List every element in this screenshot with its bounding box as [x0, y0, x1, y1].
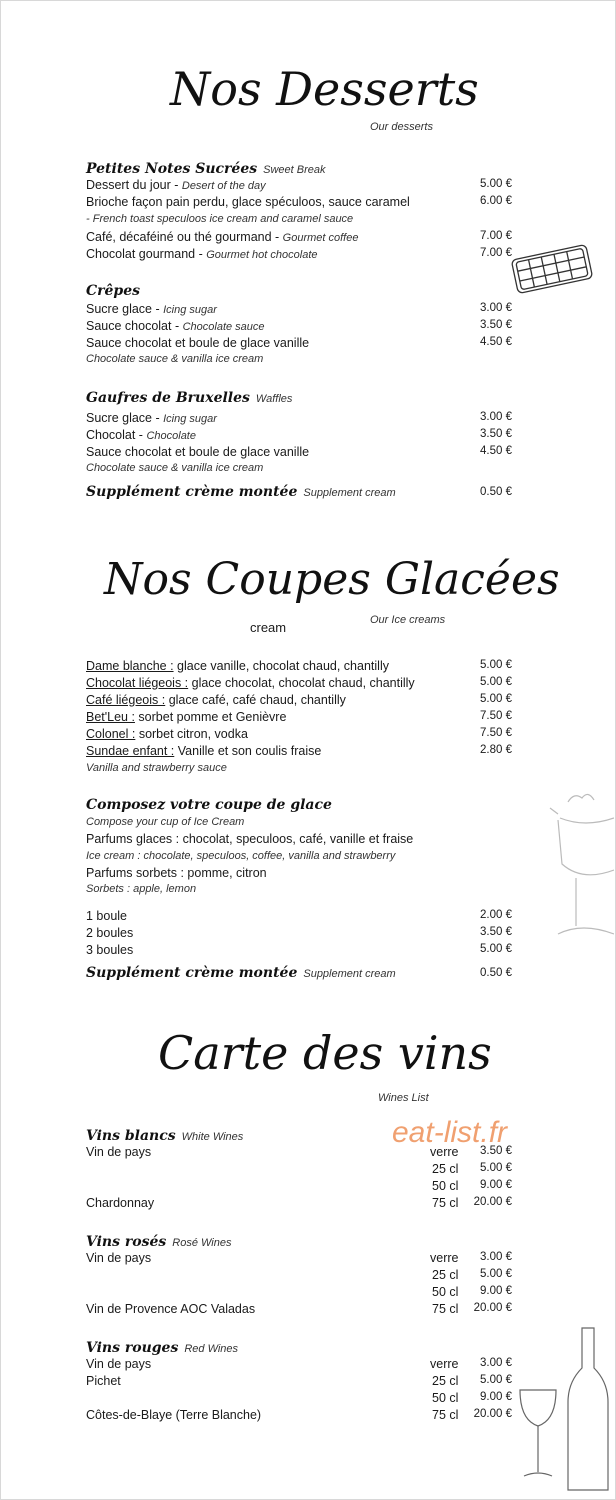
waffles-heading-en: Waffles [255, 393, 293, 405]
coupe-name: Sundae enfant : [86, 744, 175, 758]
item-en: Chocolate [146, 430, 196, 442]
wine-name: Vin de pays [86, 1251, 152, 1265]
menu-item [86, 428, 196, 442]
waffle-icon [506, 238, 598, 300]
supplement-row [86, 483, 396, 501]
item-price: 5.00 € [480, 676, 512, 688]
item-price: 7.00 € [480, 230, 512, 242]
item-price: 5.00 € [480, 178, 512, 190]
item-price: 5.00 € [480, 659, 512, 671]
item-en: Chocolate sauce [182, 321, 265, 333]
item-price: 7.00 € [480, 247, 512, 259]
item-en: Chocolate sauce & vanilla ice cream [86, 353, 264, 365]
item-price: 3.50 € [480, 428, 512, 440]
sweet-heading-en: Sweet Break [263, 164, 326, 176]
item-price: 2.80 € [480, 744, 512, 756]
white-heading [86, 1127, 243, 1145]
wine-name: Vin de Provence AOC Valadas [86, 1302, 256, 1316]
item-price: 5.00 € [480, 693, 512, 705]
menu-item [86, 178, 266, 192]
sweet-heading-label: Petites Notes Sucrées [86, 161, 258, 177]
item-price: 3.50 € [480, 319, 512, 331]
wine-size: 50 cl [432, 1285, 459, 1299]
item-price: 7.50 € [480, 710, 512, 722]
item-name: Chocolat gourmand - [86, 247, 207, 261]
red-heading-label: Vins rouges [86, 1340, 179, 1356]
red-heading [86, 1339, 238, 1357]
coupe-desc: sorbet citron, vodka [135, 727, 248, 741]
coupe-desc: glace chocolat, chocolat chaud, chantilly [188, 676, 415, 690]
wine-size: 25 cl [432, 1374, 459, 1388]
crepes-heading: Crêpes [86, 283, 141, 299]
item-price: 9.00 € [480, 1285, 512, 1297]
supplement-en: Supplement cream [303, 487, 396, 499]
menu-item [86, 693, 346, 707]
wine-size: 50 cl [432, 1179, 459, 1193]
item-price: 0.50 € [480, 967, 512, 979]
white-heading-en: White Wines [181, 1131, 244, 1143]
menu-item [86, 710, 286, 724]
coupe-name: Colonel : [86, 727, 136, 741]
item-price: 20.00 € [473, 1408, 512, 1420]
waffles-heading-label: Gaufres de Bruxelles [86, 390, 250, 406]
rose-heading-label: Vins rosés [86, 1234, 167, 1250]
scoop-row: 3 boules [86, 943, 134, 957]
compose-sorbets-en: Sorbets : apple, lemon [86, 883, 197, 895]
sundae-glass-icon [540, 778, 614, 954]
item-name: Chocolat - [86, 428, 147, 442]
item-price: 4.50 € [480, 336, 512, 348]
menu-item: Sauce chocolat et boule de glace vanille [86, 445, 310, 459]
white-heading-label: Vins blancs [86, 1128, 176, 1144]
item-price: 20.00 € [473, 1196, 512, 1208]
item-price: 3.50 € [480, 1145, 512, 1157]
item-en: Vanilla and strawberry sauce [86, 762, 227, 774]
menu-item [86, 247, 318, 261]
wine-name: Vin de pays [86, 1145, 152, 1159]
scoop-row: 1 boule [86, 909, 128, 923]
wine-name: Côtes-de-Blaye (Terre Blanche) [86, 1408, 262, 1422]
coupe-desc: glace café, café chaud, chantilly [165, 693, 346, 707]
icecream-title: Nos Coupes Glacées [104, 554, 560, 605]
wine-size: 75 cl [432, 1408, 459, 1422]
supplement-label: Supplément crème montée [86, 965, 298, 981]
item-name: Dessert du jour - [86, 178, 182, 192]
waffles-heading [86, 389, 292, 407]
item-price: 9.00 € [480, 1391, 512, 1403]
item-price: 7.50 € [480, 727, 512, 739]
item-name: Sucre glace - [86, 302, 164, 316]
supplement-row [86, 964, 396, 982]
wine-name: Vin de pays [86, 1357, 152, 1371]
compose-sorbets: Parfums sorbets : pomme, citron [86, 866, 267, 880]
item-en: Gourmet hot chocolate [206, 249, 318, 261]
menu-item [86, 659, 389, 673]
item-price: 5.00 € [480, 1374, 512, 1386]
item-price: 3.50 € [480, 926, 512, 938]
coupe-name: Dame blanche : [86, 659, 174, 673]
item-price: 3.00 € [480, 1357, 512, 1369]
item-en: Gourmet coffee [282, 232, 359, 244]
item-price: 20.00 € [473, 1302, 512, 1314]
coupe-desc: sorbet pomme et Genièvre [134, 710, 287, 724]
supplement-en: Supplement cream [303, 968, 396, 980]
menu-item [86, 727, 248, 741]
item-price: 9.00 € [480, 1179, 512, 1191]
item-en: Chocolate sauce & vanilla ice cream [86, 462, 264, 474]
item-price: 0.50 € [480, 486, 512, 498]
item-price: 5.00 € [480, 1162, 512, 1174]
menu-item: Sauce chocolat et boule de glace vanille [86, 336, 310, 350]
sweet-heading [86, 160, 326, 178]
compose-flavours-en: Ice cream : chocolate, speculoos, coffee, vanilla and strawberry [86, 850, 396, 862]
item-name: Sucre glace - [86, 411, 164, 425]
item-price: 3.00 € [480, 302, 512, 314]
coupe-name: Chocolat liégeois : [86, 676, 189, 690]
item-price: 5.00 € [480, 1268, 512, 1280]
wine-size: 50 cl [432, 1391, 459, 1405]
menu-item [86, 230, 358, 244]
item-en: Icing sugar [163, 304, 217, 316]
wines-subtitle: Wines List [378, 1092, 429, 1104]
item-name: Café, décaféiné ou thé gourmand - [86, 230, 283, 244]
rose-heading [86, 1233, 231, 1251]
scoop-row: 2 boules [86, 926, 134, 940]
item-en: Icing sugar [163, 413, 217, 425]
coupe-name: Bet'Leu : [86, 710, 135, 724]
wines-title: Carte des vins [158, 1026, 492, 1080]
menu-item [86, 411, 217, 425]
menu-item: Brioche façon pain perdu, glace spéculoos, sauce caramel [86, 195, 410, 209]
icecream-subtitle-2: cream [250, 620, 287, 635]
coupe-desc: glace vanille, chocolat chaud, chantilly [173, 659, 389, 673]
item-price: 3.00 € [480, 411, 512, 423]
coupe-desc: Vanille et son coulis fraise [174, 744, 322, 758]
wine-size: 25 cl [432, 1268, 459, 1282]
menu-item [86, 302, 217, 316]
item-price: 2.00 € [480, 909, 512, 921]
watermark: eat-list.fr [392, 1116, 508, 1149]
rose-heading-en: Rosé Wines [172, 1237, 232, 1249]
item-en: Desert of the day [181, 180, 266, 192]
compose-en: Compose your cup of Ice Cream [86, 816, 245, 828]
desserts-subtitle: Our desserts [370, 121, 433, 133]
wine-size: 75 cl [432, 1302, 459, 1316]
menu-item [86, 319, 265, 333]
wine-size: 25 cl [432, 1162, 459, 1176]
item-name: Sauce chocolat - [86, 319, 183, 333]
compose-heading: Composez votre coupe de glace [86, 797, 332, 813]
icecream-subtitle: Our Ice creams [370, 614, 446, 626]
item-en: - French toast speculoos ice cream and caramel sauce [86, 213, 354, 225]
wine-size: verre [430, 1145, 459, 1159]
wine-size: verre [430, 1357, 459, 1371]
item-price: 6.00 € [480, 195, 512, 207]
desserts-title: Nos Desserts [170, 62, 479, 116]
menu-item [86, 676, 415, 690]
wine-size: 75 cl [432, 1196, 459, 1210]
wine-size: verre [430, 1251, 459, 1265]
wine-name: Chardonnay [86, 1196, 155, 1210]
compose-flavours: Parfums glaces : chocolat, speculoos, café, vanille et fraise [86, 832, 414, 846]
wine-bottle-icon [510, 1320, 614, 1496]
red-heading-en: Red Wines [184, 1343, 239, 1355]
item-price: 3.00 € [480, 1251, 512, 1263]
supplement-label: Supplément crème montée [86, 484, 298, 500]
item-price: 5.00 € [480, 943, 512, 955]
item-price: 4.50 € [480, 445, 512, 457]
menu-item [86, 744, 321, 758]
coupe-name: Café liégeois : [86, 693, 166, 707]
wine-name: Pichet [86, 1374, 121, 1388]
